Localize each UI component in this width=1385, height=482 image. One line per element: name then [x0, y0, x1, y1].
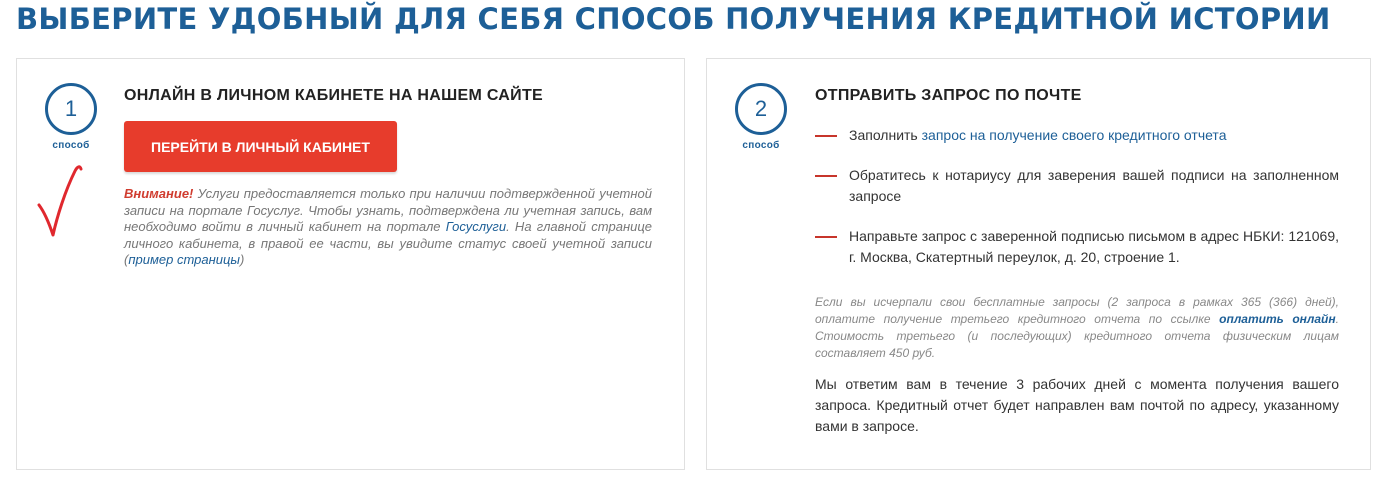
go-to-personal-account-button[interactable]: ПЕРЕЙТИ В ЛИЧНЫЙ КАБИНЕТ [124, 121, 397, 172]
gosuslugi-notice [124, 186, 652, 269]
note-text-2: . Стоимость третьего (и последующих) кредитного отчета физическим лицам составляет 450 руб. [815, 312, 1339, 360]
notice-text-2: . На главной странице личного кабинета, в правой ее части, вы увидите статус своей учетной записи ( [124, 219, 652, 267]
step-3-text: Направьте запрос с заверенной подписью письмом в адрес НБКИ: 121069, г. Москва, Скатертный переулок, д. 20, строение 1. [849, 228, 1339, 265]
page-title: ВЫБЕРИТЕ УДОБНЫЙ ДЛЯ СЕБЯ СПОСОБ ПОЛУЧЕНИЯ КРЕДИТНОЙ ИСТОРИИ [16, 2, 1331, 36]
red-checkmark-icon [25, 161, 85, 241]
credit-report-request-link[interactable]: запрос на получение своего кредитного отчета [921, 127, 1227, 143]
list-item [815, 165, 1339, 207]
pay-online-link[interactable]: оплатить онлайн [1219, 312, 1336, 326]
method-online-card [16, 58, 685, 470]
example-page-link[interactable]: пример страницы [128, 252, 240, 267]
method-1-badge [41, 83, 101, 151]
dash-bullet-icon [815, 236, 837, 238]
note-text-1: Если вы исчерпали свои бесплатные запросы (2 запроса в рамках 365 (366) дней), оплатите получение третьего кредитного отчета по ссылке [815, 295, 1339, 326]
step-1-text: Заполнить [849, 127, 922, 143]
dash-bullet-icon [815, 135, 837, 137]
list-item [815, 226, 1339, 268]
dash-bullet-icon [815, 175, 837, 177]
mail-steps-list [815, 125, 1339, 268]
method-1-number: 1 [45, 83, 97, 135]
gosuslugi-link[interactable]: Госуслуги [445, 219, 507, 234]
method-1-heading: ОНЛАЙН В ЛИЧНОМ КАБИНЕТЕ НА НАШЕМ САЙТЕ [124, 87, 544, 104]
warning-label: Внимание! [124, 186, 194, 201]
method-2-heading: ОТПРАВИТЬ ЗАПРОС ПО ПОЧТЕ [815, 87, 1082, 104]
method-mail-card [706, 58, 1371, 470]
paid-request-note [815, 294, 1339, 362]
reply-info-text: Мы ответим вам в течение 3 рабочих дней с момента получения вашего запроса. Кредитный отчет будет направлен вам почтой по адресу, указанному вами в запросе. [815, 376, 1339, 434]
method-1-badge-label: способ [52, 140, 90, 151]
list-item [815, 125, 1339, 146]
method-2-number: 2 [735, 83, 787, 135]
step-2-text: Обратитесь к нотариусу для заверения вашей подписи на заполненном запросе [849, 167, 1339, 204]
notice-text-1: Услуги предоставляется только при наличии подтвержденной учетной записи на портале Госуслуг. Чтобы узнать, подтверждена ли учетная запись, вам необходимо войти в личный кабинет на портале [124, 186, 652, 234]
method-2-badge-label: способ [742, 140, 780, 151]
notice-text-3: ) [239, 252, 245, 267]
method-2-badge [731, 83, 791, 151]
